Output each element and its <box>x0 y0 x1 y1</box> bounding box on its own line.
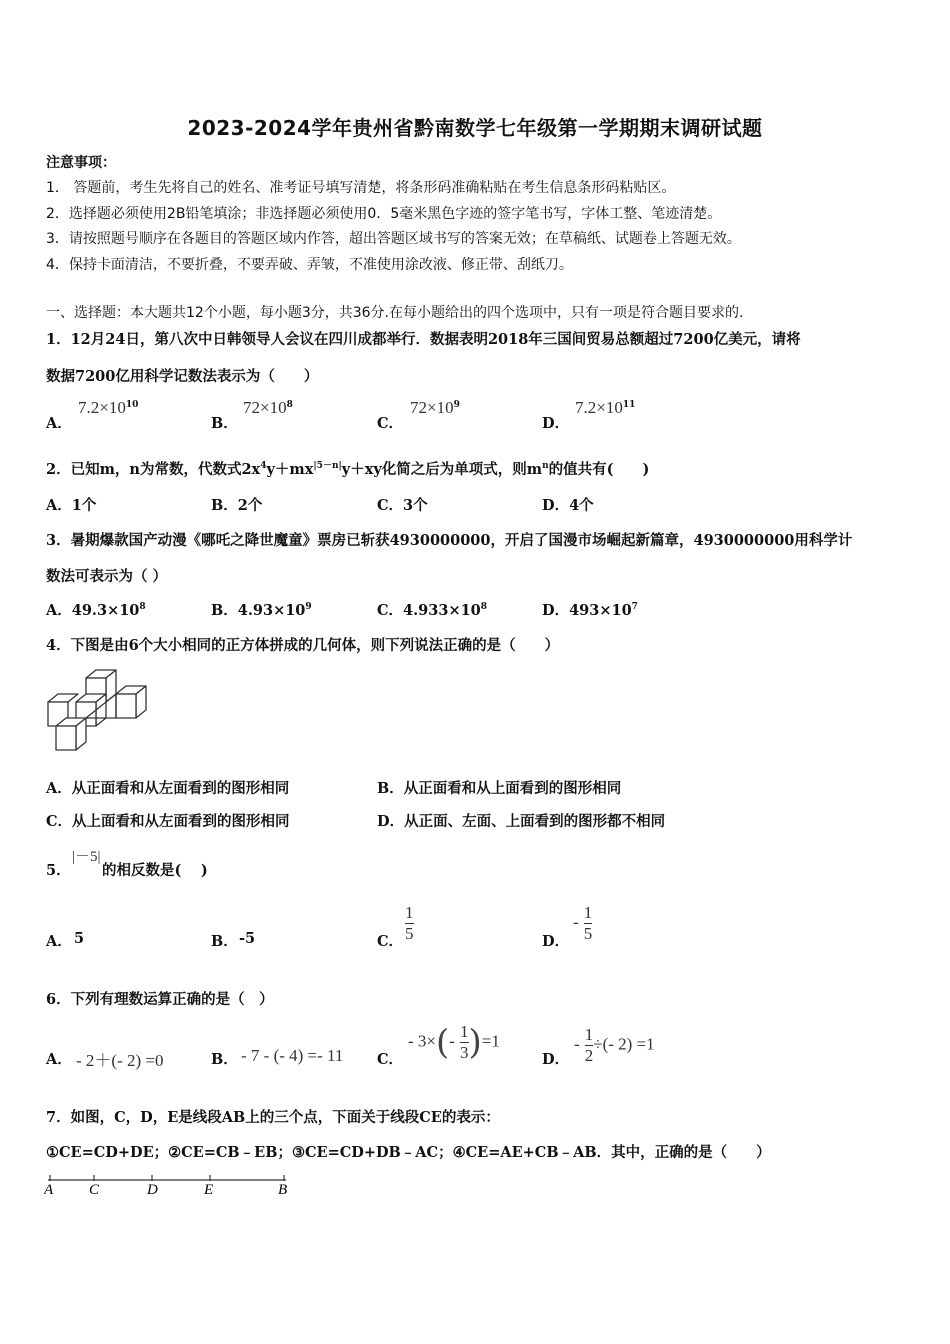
question-4-stem: 4．下图是由6个大小相同的正方体拼成的几何体，则下列说法正确的是（ ） <box>46 637 560 654</box>
question-7-stem-cont: ①CE=CD+DE；②CE=CB﹣EB；③CE=CD+DB﹣AC；④CE=AE+CB﹣AB．其中，正确的是（ ） <box>46 1144 771 1161</box>
q6-option-c: - 3×(- $\frac{1}{3}$ )=1 <box>408 1022 500 1063</box>
question-2-stem: 2．已知m，n为常数，代数式$2x^4y+mx^{|5-n|}y+xy$化简之后为单项式，则$m^n$的值共有( ) <box>46 461 650 478</box>
note-item: 3．请按照题号顺序在各题目的答题区域内作答，超出答题区域书写的答案无效；在草稿纸、试题卷上答题无效。 <box>46 231 741 247</box>
q5-option-a-label: A． <box>46 933 72 950</box>
q6-option-d: - $\frac{1}{2}$ ÷(- 2) =1 <box>574 1025 655 1065</box>
q2-option-d: D．4个 <box>542 497 594 514</box>
q6-option-b-label: B． <box>211 1051 238 1068</box>
cube-figure <box>46 664 156 760</box>
q1-option-b-label: B． <box>211 415 238 432</box>
q1-option-c-label: C． <box>377 415 404 432</box>
q3-option-b: B．$4.93\times 10^9$ <box>211 602 312 619</box>
q5-option-c: $\frac{1}{5}$ <box>405 903 414 943</box>
question-6-stem: 6．下列有理数运算正确的是（ ） <box>46 991 274 1008</box>
q6-option-c-label: C． <box>377 1051 404 1068</box>
q5-option-d: - $\frac{1}{5}$ <box>573 903 593 943</box>
q1-option-a-label: A． <box>46 415 72 432</box>
question-5-stem: 的相反数是( ) <box>102 862 208 879</box>
question-7-stem: 7．如图，C，D，E是线段AB上的三个点，下面关于线段CE的表示： <box>46 1109 500 1126</box>
point-label-b: B <box>278 1182 288 1198</box>
q5-option-d-label: D． <box>542 933 570 950</box>
q4-option-c: C．从上面看和从左面看到的图形相同 <box>46 813 290 830</box>
q3-option-d: D．$493\times 10^7$ <box>542 602 638 619</box>
q1-option-c: $72\times 10^9$ <box>410 398 460 417</box>
section-heading: 一、选择题：本大题共12个小题，每小题3分，共36分.在每小题给出的四个选项中，只有一项是符合题目要求的. <box>46 305 744 321</box>
q5-option-b-label: B． <box>211 933 238 950</box>
q6-option-a-label: A． <box>46 1051 72 1068</box>
q5-abs-value: |－5| <box>72 849 101 865</box>
notes-heading: 注意事项： <box>46 155 116 171</box>
q4-option-b: B．从正面看和从上面看到的图形相同 <box>377 780 622 797</box>
q1-option-d-label: D． <box>542 415 570 432</box>
question-1-stem: 1．12月24日，第八次中日韩领导人会议在四川成都举行．数据表明2018年三国间贸易总额超过7200亿美元，请将 <box>46 331 801 348</box>
q1-option-d: $7.2\times 10^{11}$ <box>575 398 636 417</box>
q3-option-a: A．$49.3\times 10^8$ <box>46 602 146 619</box>
q4-option-a: A．从正面看和从左面看到的图形相同 <box>46 780 290 797</box>
segment-figure <box>44 1168 294 1200</box>
q1-option-a: $7.2\times 10^{10}$ <box>78 398 139 417</box>
q6-option-a: - 2＋(- 2) =0 <box>76 1051 164 1070</box>
question-3-stem-cont: 数法可表示为（ ） <box>46 568 168 585</box>
point-label-c: C <box>89 1182 100 1198</box>
q6-option-b: - 7 - (- 4) =- 11 <box>241 1046 344 1065</box>
q2-option-c: C．3个 <box>377 497 428 514</box>
q4-option-d: D．从正面、左面、上面看到的图形都不相同 <box>377 813 666 830</box>
q6-option-d-label: D． <box>542 1051 570 1068</box>
page-title: 2023-2024学年贵州省黔南数学七年级第一学期期末调研试题 <box>187 116 763 140</box>
note-item: 1． 答题前，考生先将自己的姓名、准考证号填写清楚，将条形码准确粘贴在考生信息条形码粘贴区。 <box>46 180 676 196</box>
note-item: 2．选择题必须使用2B铅笔填涂；非选择题必须使用0．5毫米黑色字迹的签字笔书写，字体工整、笔迹清楚。 <box>46 206 722 222</box>
question-3-stem: 3．暑期爆款国产动漫《哪吒之降世魔童》票房已斩获4930000000，开启了国漫市场崛起新篇章，4930000000用科学计 <box>46 532 853 549</box>
question-1-stem-cont: 数据7200亿用科学记数法表示为（ ） <box>46 368 319 385</box>
note-item: 4．保持卡面清洁，不要折叠，不要弄破、弄皱，不准使用涂改液、修正带、刮纸刀。 <box>46 257 573 273</box>
q1-option-b: $72\times 10^8$ <box>243 398 293 417</box>
q5-option-b: -5 <box>239 930 256 947</box>
q5-option-a: 5 <box>74 930 85 947</box>
point-label-d: D <box>147 1182 158 1198</box>
question-5-num: 5． <box>46 862 71 879</box>
q2-option-b: B．2个 <box>211 497 263 514</box>
point-label-a: A <box>44 1182 54 1198</box>
q3-option-c: C．$4.933\times 10^8$ <box>377 602 488 619</box>
q5-option-c-label: C． <box>377 933 404 950</box>
point-label-e: E <box>204 1182 214 1198</box>
q2-option-a: A．1个 <box>46 497 97 514</box>
